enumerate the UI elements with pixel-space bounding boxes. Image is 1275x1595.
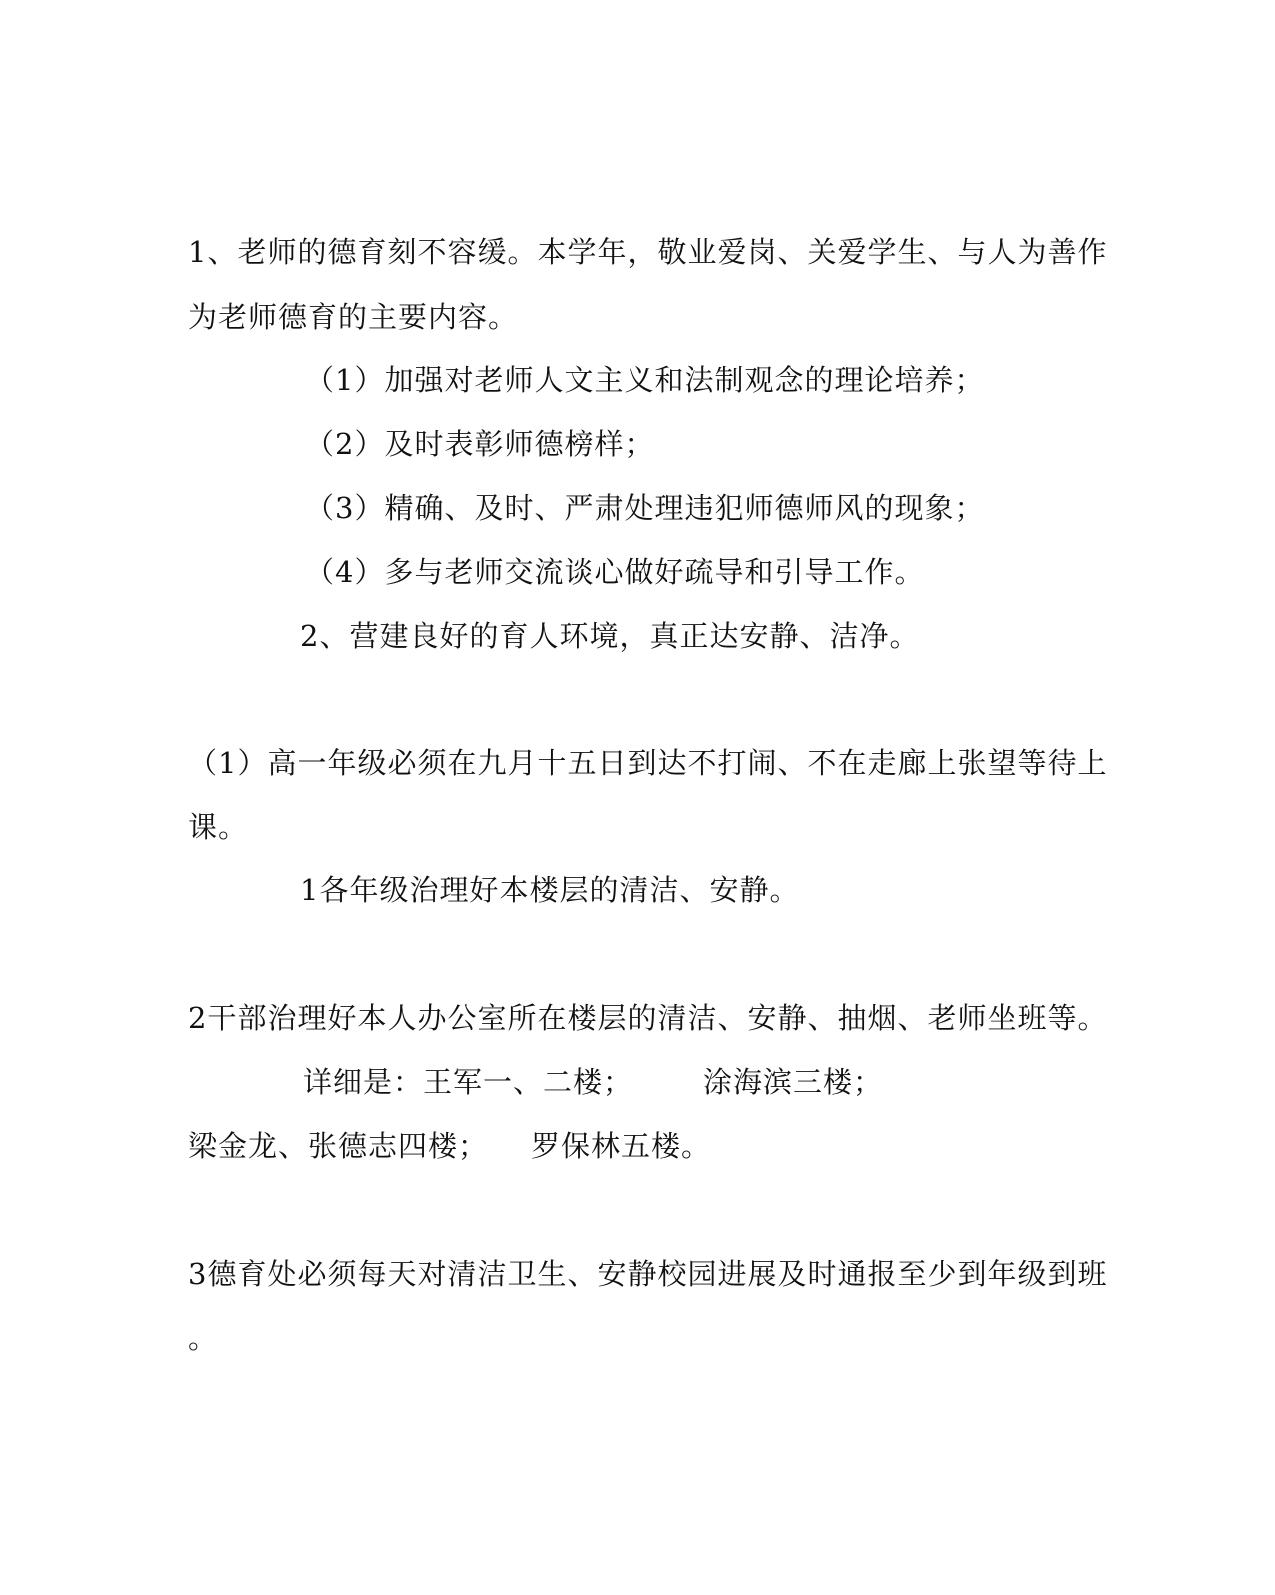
list-item-1: （1）加强对老师人文主义和法制观念的理论培养；	[305, 363, 985, 397]
list-item-3: （3）精确、及时、严肃处理违犯师德师风的现象；	[305, 491, 985, 525]
item-floor-cleaning: 1各年级治理好本楼层的清洁、安静。	[300, 873, 800, 907]
item-cadre-duty: 2干部治理好本人办公室所在楼层的清洁、安静、抽烟、老师坐班等。	[188, 1001, 1108, 1035]
paragraph-grade-one-line-1: （1）高一年级必须在九月十五日到达不打闹、不在走廊上张望等待上	[188, 746, 1108, 780]
assignment-detail-4: 罗保林五楼。	[531, 1129, 712, 1163]
assignment-detail-2: 涂海滨三楼；	[703, 1065, 884, 1099]
paragraph-grade-one-line-2: 课。	[188, 810, 249, 844]
assignment-detail-1: 详细是：王军一、二楼；	[303, 1065, 634, 1099]
assignment-detail-3: 梁金龙、张德志四楼；	[188, 1129, 489, 1163]
item-moral-office-line-1: 3德育处必须每天对清洁卫生、安静校园进展及时通报至少到年级到班	[188, 1257, 1108, 1291]
paragraph-1-line-1: 1、老师的德育刻不容缓。本学年，敬业爱岗、关爱学生、与人为善作	[188, 235, 1108, 269]
paragraph-1-line-2: 为老师德育的主要内容。	[188, 300, 519, 334]
list-item-4: （4）多与老师交流谈心做好疏导和引导工作。	[305, 555, 925, 589]
section-2-heading: 2、营建良好的育人环境，真正达安静、洁净。	[300, 619, 920, 653]
list-item-2: （2）及时表彰师德榜样；	[305, 427, 655, 461]
item-moral-office-line-2: 。	[188, 1321, 219, 1355]
